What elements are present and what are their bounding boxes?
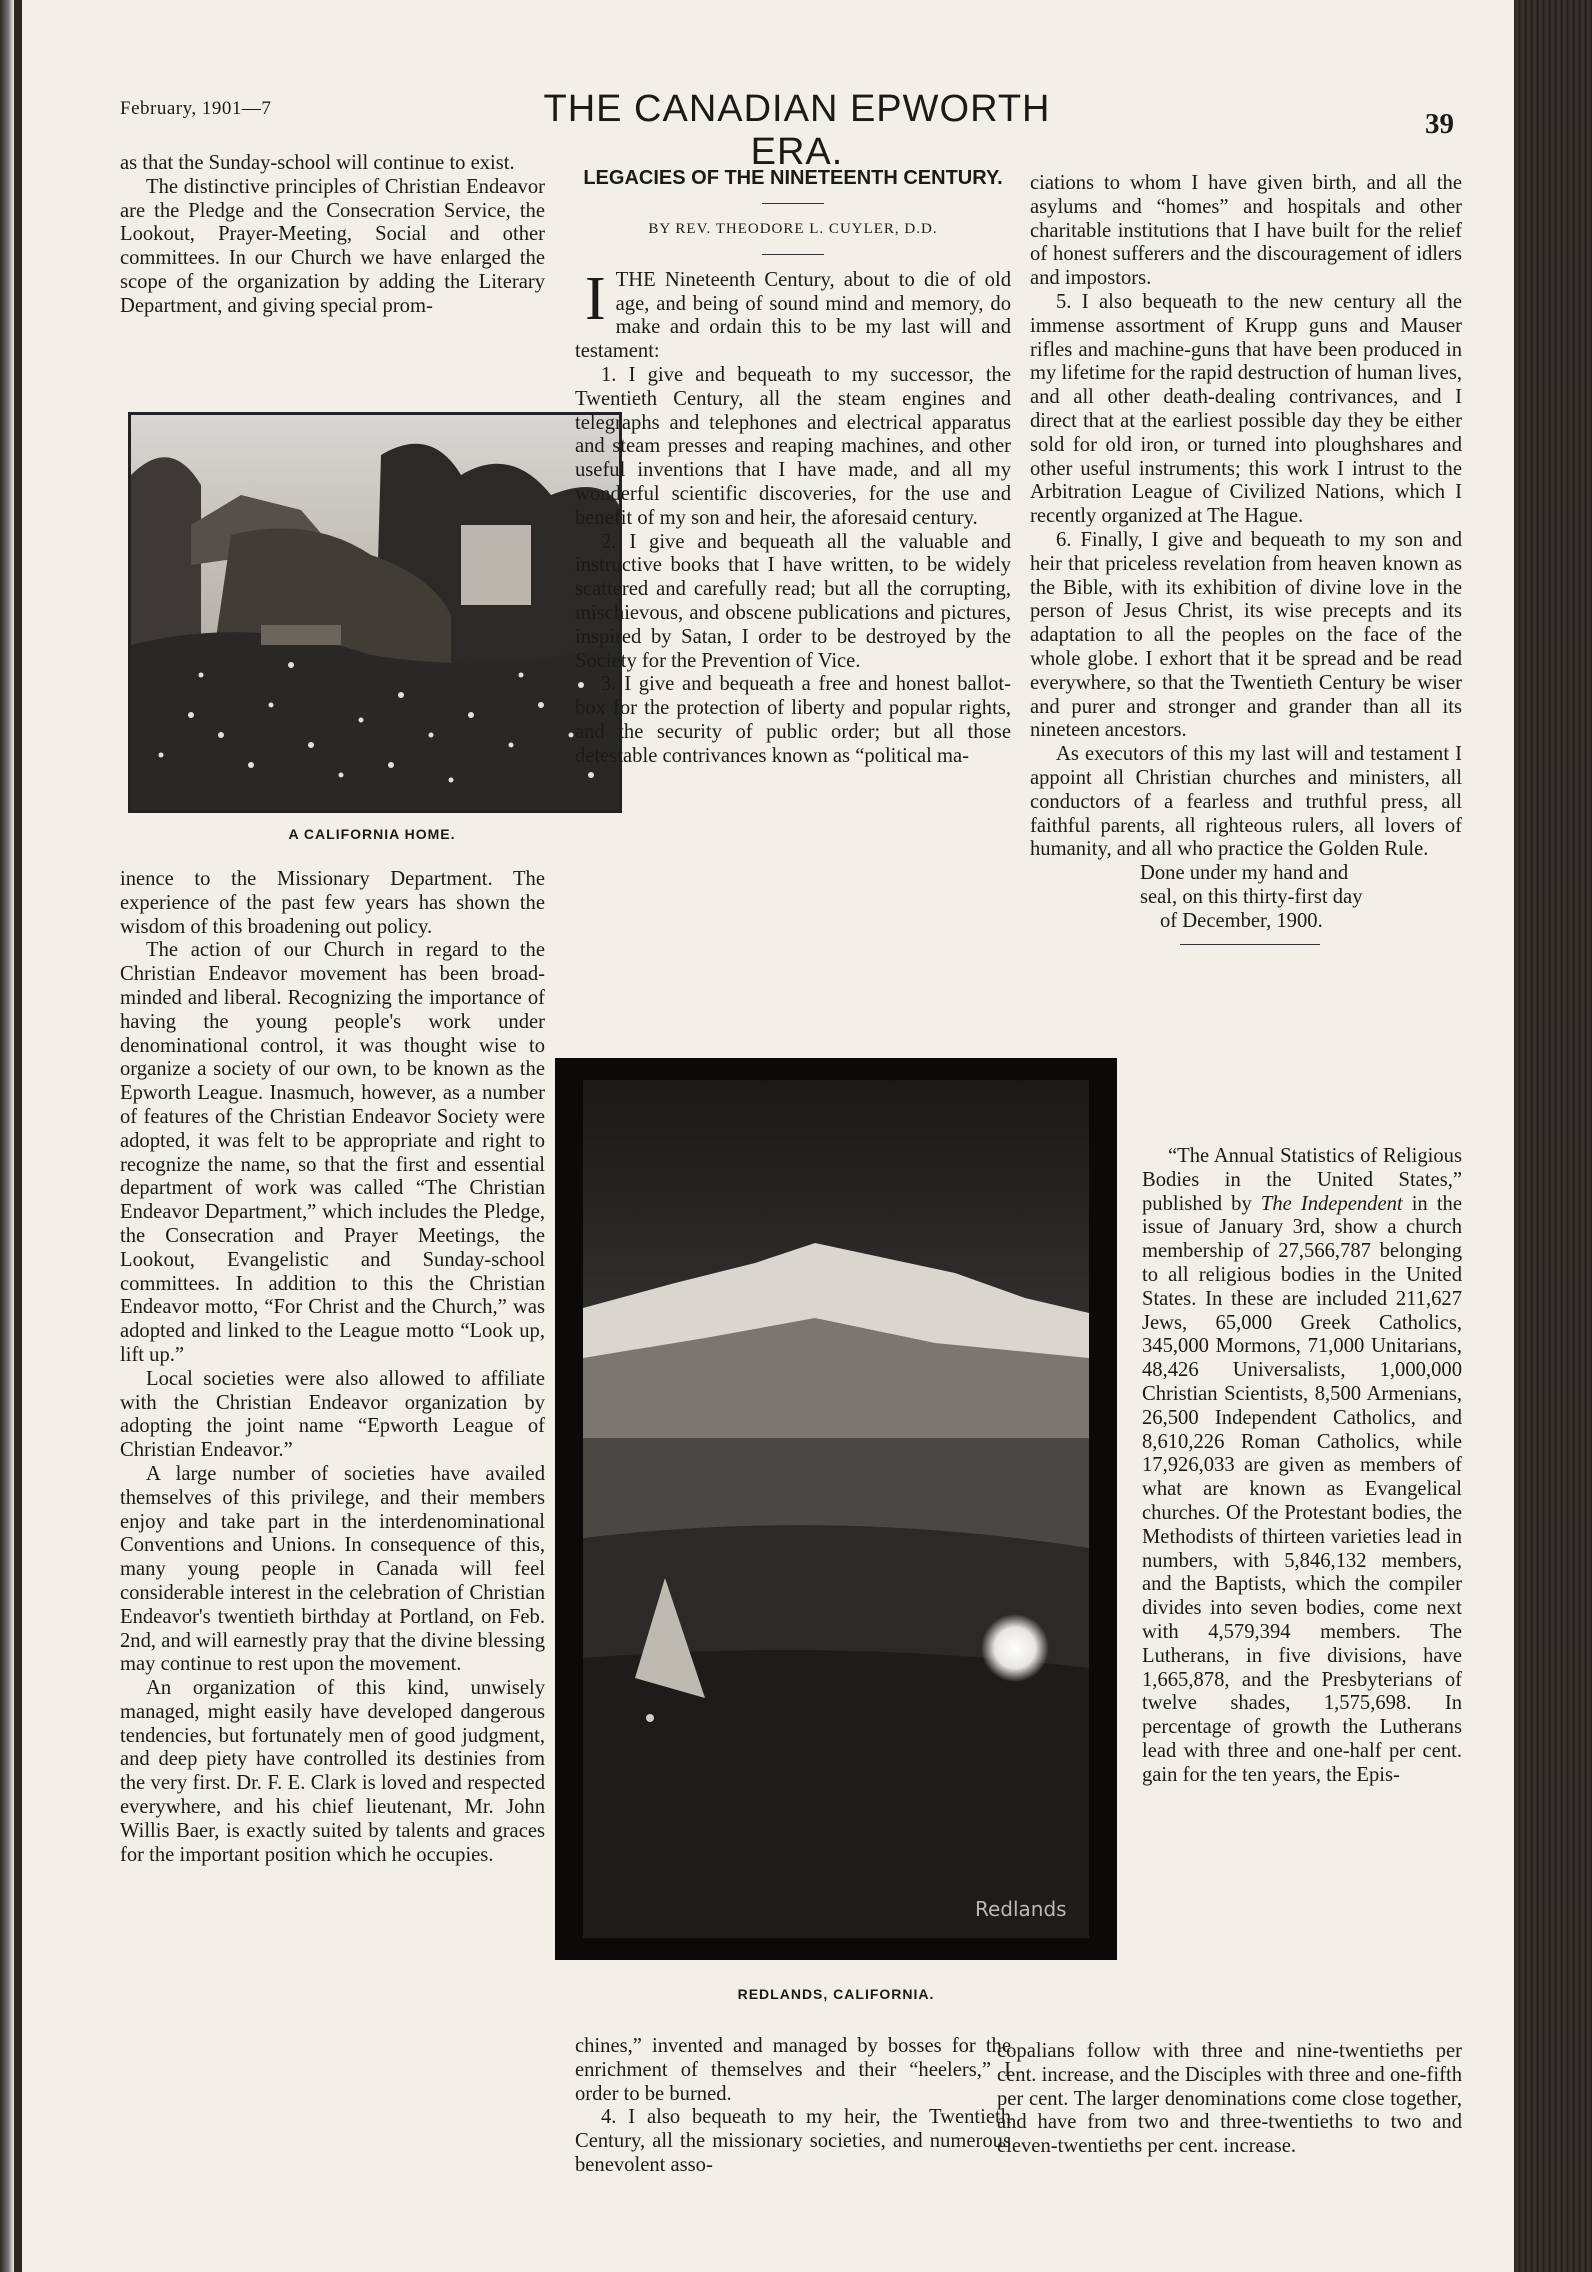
article-byline: BY REV. THEODORE L. CUYLER, D.D. — [648, 221, 938, 237]
statistics-text — [1142, 1145, 1462, 1788]
page-number: 39 — [1425, 108, 1454, 140]
figure-caption-california-home: A CALIFORNIA HOME. — [288, 826, 456, 842]
paragraph: An organization of this kind, unwisely managed, might easily have developed dangerous tendencies, but fortunately men of good judgment, and deep piety have controlled its destinies from the very first. Dr. F. E. Clark is loved and respected everywhere, and his chief lieutenant, Mr. John Willis Baer, is exactly suited by talents and graces for the important position which he occupies. — [120, 1677, 545, 1866]
signoff-line: Done under my hand and — [1140, 862, 1349, 885]
bequest-2: 2. I give and bequeath all the valuable and instructive books that I have written, to be widely scattered and carefully read; but all the corrupting, mischievous, and obscene publications and pictures, inspired by Satan, I order to be destroyed by the Society for the Prevention of Vice. — [575, 530, 1011, 672]
bequest-3-continued: chines,” invented and managed by bosses for the enrichment of themselves and their “heelers,” I order to be burned. — [575, 2035, 1011, 2105]
drop-cap: I — [585, 264, 606, 333]
byline-rule — [762, 254, 824, 255]
column-1-bottom — [120, 868, 545, 1867]
column-1-top — [120, 152, 545, 319]
column-3-bottom — [997, 2040, 1462, 2159]
statistics-lead: “The Annual Statistics of Religious Bodies in the United States,” published by — [1142, 1145, 1462, 1215]
bequest-1: 1. I give and bequeath to my successor, the Twentieth Century, all the steam engines and telegraphs and telephones and electrical apparatus and steam presses and reaping machines, and other useful inventions that I have made, and all my wonderful scientific discoveries, for the use and benefit of my son and heir, the aforesaid century. — [575, 363, 1011, 529]
signoff-line: of December, 1900. — [1160, 909, 1323, 932]
bequest-4-continued: ciations to whom I have given birth, and all the asylums and “homes” and hospitals and other charitable institutions that I have built for the relief of honest sufferers and the discouragement of idlers and impostors. — [1030, 172, 1462, 290]
figure-caption-redlands: REDLANDS, CALIFORNIA. — [737, 1986, 935, 2002]
paragraph: inence to the Missionary Department. The experience of the past few years has shown the wisdom of this broadening out policy. — [120, 868, 545, 938]
column-3-top — [1030, 172, 1462, 945]
paragraph: The action of our Church in regard to the Christian Endeavor movement has been broad-minded and liberal. Recognizing the importance of having the young people's work under denominational control, it was thought wise to organize a society of our own, to be known as the Epworth League. Inasmuch, however, as a number of features of the Christian Endeavor Society were adopted, it was felt to be appropriate and right to recognize the name, so that the first and essential department of work was called “The Christian Endeavor Department,” which includes the Pledge, the Consecration and Prayer Meetings, the Lookout, Evangelistic and Sunday-school committees. In addition to this the Christian Endeavor motto, “For Christ and the Church,” was adopted and linked to the League motto “Look up, lift up.” — [120, 939, 545, 1366]
binding-gutter — [0, 0, 14, 2272]
paragraph: as that the Sunday-school will continue to exist. — [120, 152, 515, 174]
magazine-page — [22, 0, 1514, 2272]
issue-date: February, 1901—7 — [120, 98, 272, 119]
column-2-bottom — [575, 2035, 1011, 2178]
bequest-6: 6. Finally, I give and bequeath to my son and heir that priceless revelation from heaven known as the Bible, with its exhibition of divine love in the person of Jesus Christ, its wise precepts and its adaptation to all the peoples on the face of the whole globe. I exhort that it be spread and be read everywhere, so that the Twentieth Century be wiser and purer and stronger and grander than all its nineteen ancestors. — [1030, 528, 1462, 742]
redlands-photo — [555, 1058, 1117, 1960]
california-home-photo — [128, 412, 622, 813]
bequest-4: 4. I also bequeath to my heir, the Twentieth Century, all the missionary societies, and numerous benevolent asso- — [575, 2106, 1011, 2176]
column-2-top — [575, 162, 1011, 769]
california-home-illustration — [131, 415, 619, 810]
article-title: LEGACIES OF THE NINETEENTH CENTURY. — [583, 167, 1003, 189]
signoff-line: seal, on this thirty-first day — [1140, 885, 1363, 908]
bequest-5: 5. I also bequeath to the new century all the immense assortment of Krupp guns and Mauser rifles and machine-guns that have been produced in my lifetime for the rapid destruction of human lives, and all other death-dealing contrivances, and I direct that at the earliest possible day they be either sold for old iron, or turned into ploughshares and other useful instruments; this work I intrust to the Arbitration League of Civilized Nations, which I recently organized at The Hague. — [1030, 290, 1462, 528]
executors-paragraph: As executors of this my last will and testament I appoint all Christian churches and ministers, all conductors of a fearless and truthful press, all faithful parents, all righteous rulers, all lovers of humanity, and all who practice the Golden Rule. — [1030, 743, 1462, 861]
bequest-3: 3. I give and bequeath a free and honest ballot-box for the protection of liberty and popular rights, and the security of public order; but all those detestable contrivances known as “political ma- — [575, 673, 1011, 767]
intro-text: THE Nineteenth Century, about to die of old age, and being of sound mind and memory, do make and ordain this to be my last will and testament: — [575, 268, 1011, 363]
statistics-continued: copalians follow with three and nine-twentieths per cent. increase, and the Disciples with three and one-fifth per cent. The larger denominations come close together, and have from two and three-twentieths to two and eleven-twentieths per cent. increase. — [997, 2040, 1462, 2158]
statistics-paragraph — [1142, 1145, 1462, 1788]
redlands-illustration — [555, 1058, 1117, 1960]
signoff — [1030, 862, 1462, 933]
section-rule — [1180, 944, 1320, 945]
statistics-body: in the issue of January 3rd, show a church membership of 27,566,787 belonging to all religious bodies in the United States. In these are included 211,627 Jews, 65,000 Greek Catholics, 345,000 Mormons, 71,000 Unitarians, 48,426 Universalists, 1,000,000 Christian Scientists, 8,500 Armenians, 26,500 Independent Catholics, and 8,610,226 Roman Catholics, while 17,926,033 are given as members of what are known as Evangelical churches. Of the Protestant bodies, the Methodists of thirteen varieties lead in numbers, with 5,846,132 members, and the Baptists, which the compiler divides into seven bodies, come next with 4,579,394 members. The Lutherans, in five divisions, have 1,665,878, and the Presbyterians of twelve shades, 1,575,698. In percentage of growth the Lutherans lead with three and one-half per cent. gain for the ten years, the Epis- — [1142, 1192, 1462, 1786]
paragraph: Local societies were also allowed to affiliate with the Christian Endeavor organization by adopting the joint name “Epworth League of Christian Endeavor.” — [120, 1367, 545, 1462]
source-publication: The Independent — [1260, 1192, 1403, 1215]
paragraph: A large number of societies have availed themselves of this privilege, and their members enjoy and take part in the interdenominational Conventions and Unions. In consequence of this, many young people in Canada will feel considerable interest in the celebration of Christian Endeavor's twentieth birthday at Portland, on Feb. 2nd, and will earnestly pray that the divine blessing may continue to rest upon the movement. — [120, 1462, 545, 1676]
article-intro — [575, 264, 1011, 364]
masthead-title: THE CANADIAN EPWORTH ERA. — [543, 88, 1051, 173]
title-rule — [762, 203, 824, 204]
photo-inscription: Redlands — [975, 1897, 1067, 1921]
paragraph: The distinctive principles of Christian Endeavor are the Pledge and the Consecration Service, the Lookout, Prayer-Meeting, Social and other committees. In our Church we have enlarged the scope of the organization by adding the Literary Department, and giving special prom- — [120, 175, 545, 317]
stacked-page-edges — [1514, 0, 1592, 2272]
